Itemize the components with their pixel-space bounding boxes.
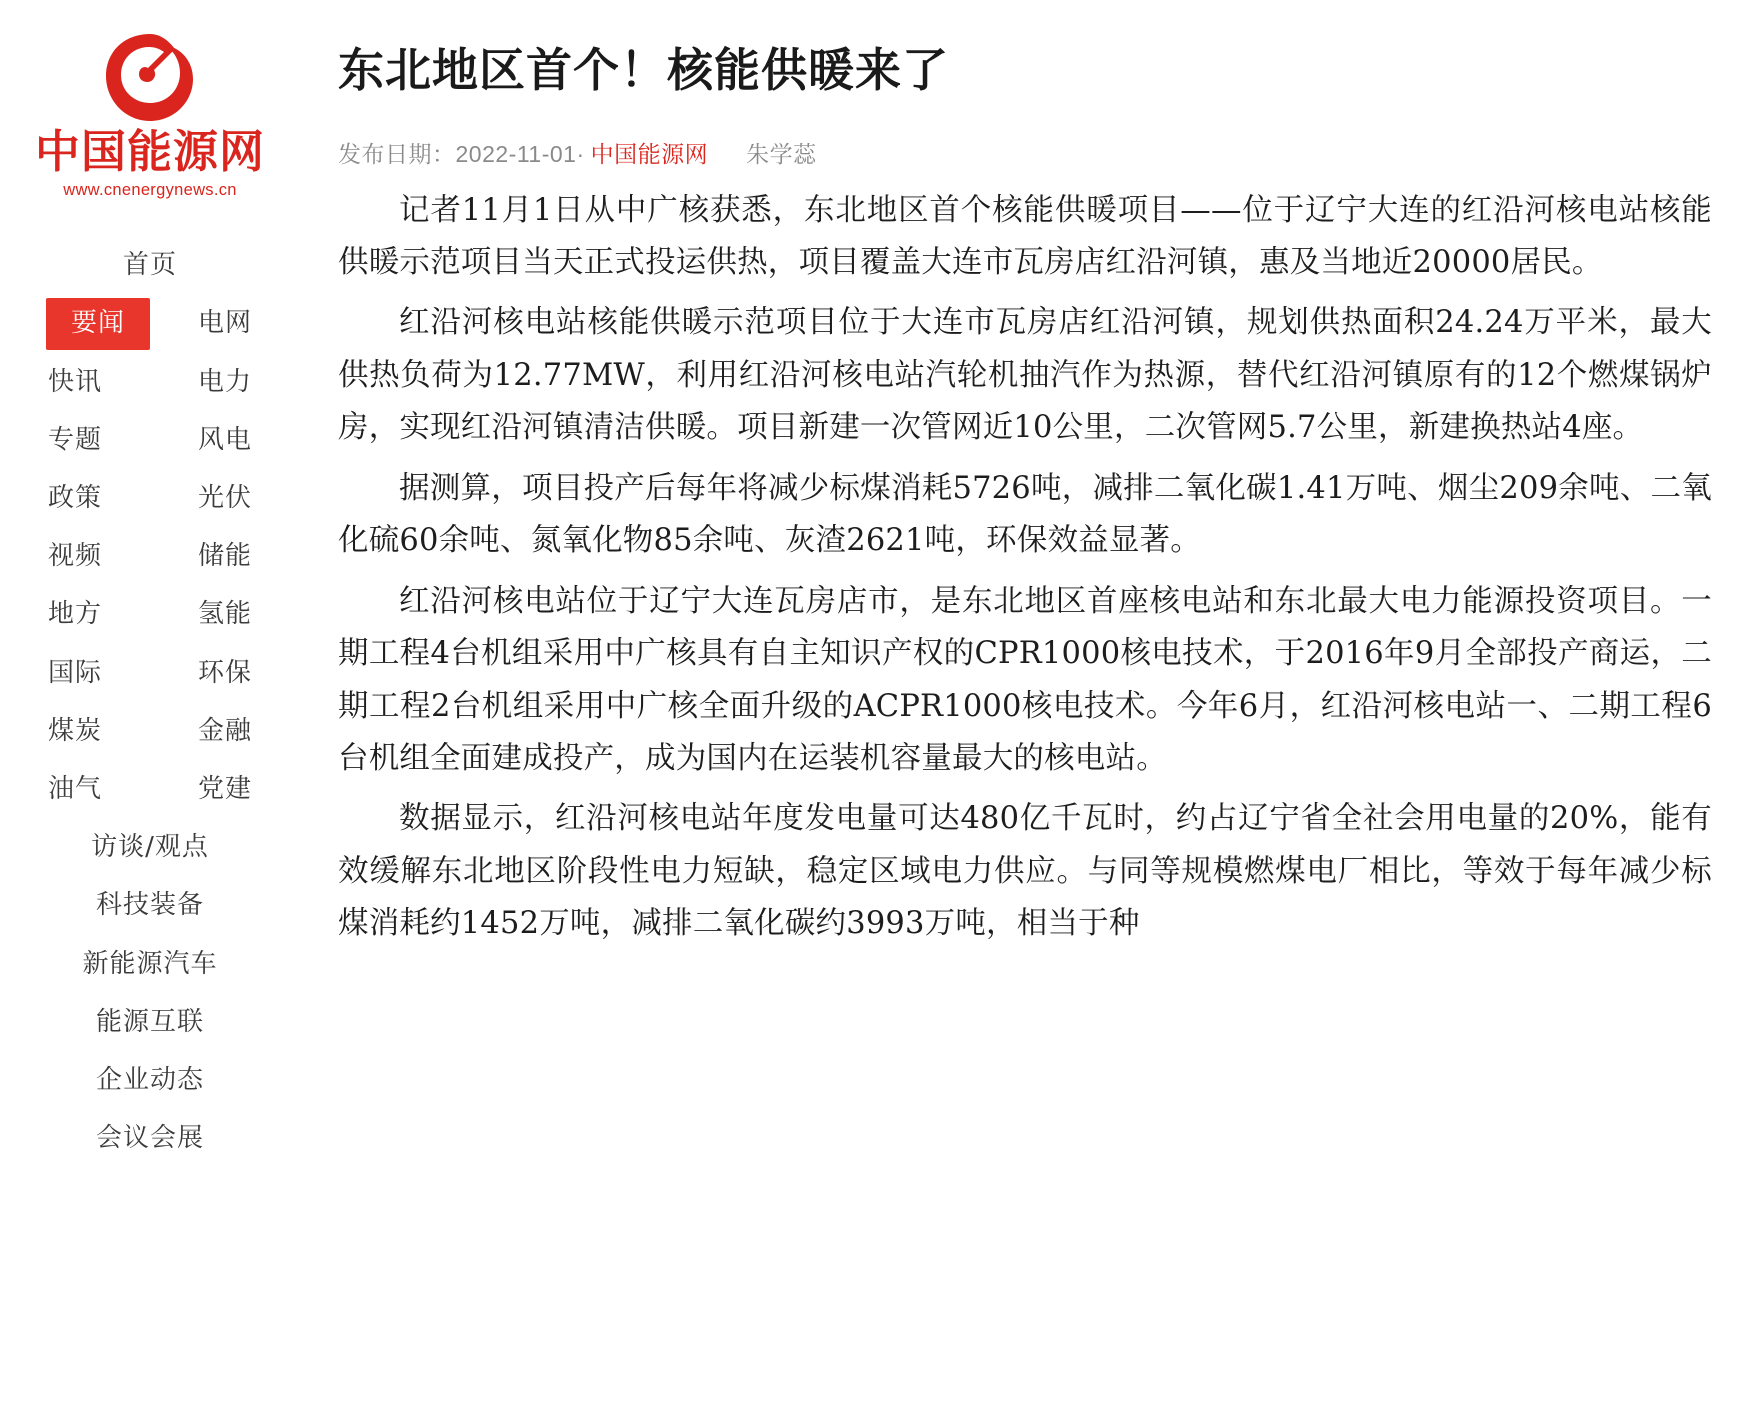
meta-date: 2022-11-01 xyxy=(455,140,577,167)
sidebar-nav-row xyxy=(0,1055,300,1106)
sidebar-item[interactable]: 金融 xyxy=(197,715,252,746)
article-paragraph: 记者11月1日从中广核获悉，东北地区首个核能供暖项目——位于辽宁大连的红沿河核电站核能供暖示范项目当天正式投运供热，项目覆盖大连市瓦房店红沿河镇，惠及当地近20000居民。 xyxy=(338,192,1712,280)
sidebar-item[interactable]: 视频 xyxy=(47,541,102,572)
sidebar-item[interactable]: 地方 xyxy=(47,599,102,630)
sidebar-item[interactable]: 光伏 xyxy=(197,483,252,513)
sidebar-item[interactable]: 煤炭 xyxy=(47,715,102,746)
sidebar-item[interactable]: 能源互联 xyxy=(95,1006,204,1037)
logo-text: 中国能源网 xyxy=(34,125,265,178)
sidebar-item[interactable]: 企业动态 xyxy=(95,1064,204,1095)
site-logo[interactable] xyxy=(0,32,300,200)
sidebar-nav-row xyxy=(0,880,300,931)
sidebar-item[interactable]: 储能 xyxy=(197,541,252,572)
sidebar-nav xyxy=(0,240,300,1164)
sidebar-item[interactable]: 要闻 xyxy=(46,298,150,349)
article-paragraph: 红沿河核电站位于辽宁大连瓦房店市，是东北地区首座核电站和东北最大电力能源投资项目。一期工程4台机组采用中广核具有自主知识产权的CPR1000核电技术，于2016年9月全部投产商运，二期工程2台机组采用中广核全面升级的ACPR1000核电技术。今年6月，红沿河核电站一、二期工程6台机组全面建成投产，成为国内在运装机容量最大的核电站。 xyxy=(338,583,1712,777)
sidebar-nav-row xyxy=(0,648,300,699)
sidebar-nav-row xyxy=(0,1113,300,1164)
sidebar-nav-row xyxy=(0,997,300,1048)
sidebar-item[interactable]: 风电 xyxy=(197,424,252,455)
sidebar-item[interactable]: 氢能 xyxy=(197,599,252,630)
sidebar-nav-row xyxy=(0,357,300,408)
article-paragraph: 红沿河核电站核能供暖示范项目位于大连市瓦房店红沿河镇，规划供热面积24.24万平米，最大供热负荷为12.77MW，利用红沿河核电站汽轮机抽汽作为热源，替代红沿河镇原有的12个燃煤锅炉房，实现红沿河镇清洁供暖。项目新建一次管网近10公里，二次管网5.7公里，新建换热站4座。 xyxy=(338,305,1712,446)
article-meta xyxy=(338,136,1712,169)
sidebar-item[interactable]: 访谈/观点 xyxy=(91,832,209,863)
sidebar-item[interactable]: 会议会展 xyxy=(95,1123,204,1154)
sidebar-nav-row xyxy=(0,764,300,815)
sidebar-nav-row xyxy=(0,473,300,524)
sidebar-nav-row xyxy=(0,531,300,582)
sidebar-item[interactable]: 专题 xyxy=(47,424,102,455)
page-title: 东北地区首个！核能供暖来了 xyxy=(338,43,949,97)
sidebar-item[interactable]: 电网 xyxy=(197,308,252,339)
logo-url: www.cnenergynews.cn xyxy=(63,181,237,200)
sidebar-nav-row xyxy=(0,706,300,757)
sidebar-item[interactable]: 快讯 xyxy=(47,366,102,397)
article-paragraph: 据测算，项目投产后每年将减少标煤消耗5726吨，减排二氧化碳1.41万吨、烟尘209余吨、二氧化硫60余吨、氮氧化物85余吨、灰渣2621吨，环保效益显著。 xyxy=(338,470,1712,559)
meta-date-label: 发布日期： xyxy=(338,140,456,167)
sidebar xyxy=(0,18,300,1171)
sidebar-item[interactable]: 电力 xyxy=(197,366,252,397)
sidebar-nav-row xyxy=(0,939,300,990)
sidebar-nav-row xyxy=(0,589,300,640)
article-body xyxy=(338,185,1712,951)
meta-author: 朱学蕊 xyxy=(746,140,817,167)
sidebar-item[interactable]: 国际 xyxy=(47,657,102,688)
sidebar-item[interactable]: 政策 xyxy=(47,483,102,513)
sidebar-item[interactable]: 科技装备 xyxy=(95,890,204,921)
sidebar-item[interactable]: 首页 xyxy=(122,250,177,281)
sidebar-nav-row xyxy=(0,822,300,873)
logo-swirl-icon xyxy=(102,32,198,124)
sidebar-nav-row xyxy=(0,298,300,349)
meta-source[interactable]: 中国能源网 xyxy=(590,140,709,167)
article xyxy=(300,18,1746,959)
sidebar-item[interactable]: 环保 xyxy=(197,657,252,688)
meta-dot: · xyxy=(576,140,585,167)
sidebar-nav-row xyxy=(0,240,300,291)
sidebar-item[interactable]: 油气 xyxy=(47,773,102,804)
article-paragraph: 数据显示，红沿河核电站年度发电量可达480亿千瓦时，约占辽宁省全社会用电量的20%，能有效缓解东北地区阶段性电力短缺，稳定区域电力供应。与同等规模燃煤电厂相比，等效于每年减少标煤消耗约1452万吨，减排二氧化碳约3993万吨，相当于种 xyxy=(338,801,1712,942)
sidebar-nav-row xyxy=(0,415,300,466)
sidebar-item[interactable]: 党建 xyxy=(197,773,252,804)
sidebar-item[interactable]: 新能源汽车 xyxy=(82,948,218,979)
